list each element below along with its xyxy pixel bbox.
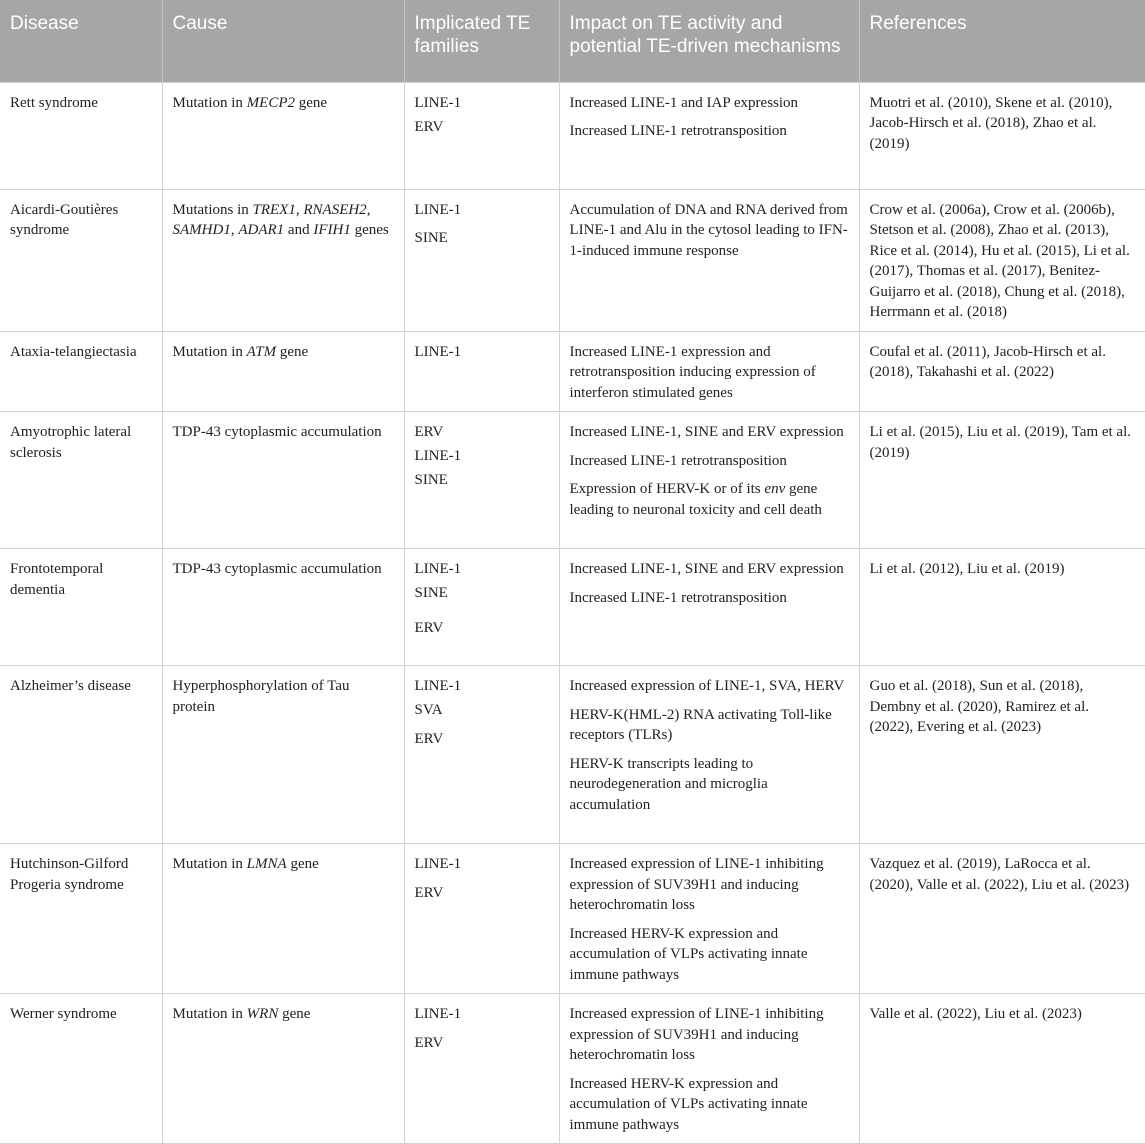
impact-item: Increased HERV-K expression and accumulation of VLPs activating innate immune pathways [569, 1075, 808, 1133]
impact-cell [559, 189, 859, 331]
impact-item: Increased LINE-1 retrotransposition [569, 123, 787, 139]
disease-cell: Alzheimer’s disease [0, 666, 162, 844]
table-row [0, 331, 1145, 412]
te-families-cell [404, 994, 559, 1144]
te-family: LINE-1 [414, 94, 462, 111]
impact-item: Increased expression of LINE-1 inhibiting expression of SUV39H1 and inducing heterochromatin loss [569, 1006, 824, 1063]
table-row [0, 82, 1145, 189]
te-family: LINE-1 [414, 448, 462, 464]
te-family: LINE-1 [414, 678, 462, 694]
header-row [0, 0, 1145, 82]
te-family: LINE-1 [414, 856, 462, 872]
impact-item: Increased LINE-1 and IAP expression [569, 94, 799, 111]
cause-cell: TDP-43 cytoplasmic accumulation [162, 412, 404, 549]
disease-cell: Werner syndrome [0, 994, 162, 1144]
cause-cell: Mutation in MECP2 gene [162, 82, 404, 189]
impact-cell [559, 412, 859, 549]
references-cell: Guo et al. (2018), Sun et al. (2018), Dembny et al. (2020), Ramirez et al. (2022), Evering et al. (2023) [859, 666, 1145, 844]
te-family: SINE [414, 230, 448, 246]
te-families-cell [404, 549, 559, 666]
table-row [0, 844, 1145, 994]
header-te-families: Implicated TE families [404, 0, 559, 82]
impact-cell [559, 331, 859, 412]
cause-cell: Mutations in TREX1, RNASEH2, SAMHD1, ADAR1 and IFIH1 genes [162, 189, 404, 331]
references-cell: Vazquez et al. (2019), LaRocca et al. (2020), Valle et al. (2022), Liu et al. (2023) [859, 844, 1145, 994]
impact-cell [559, 549, 859, 666]
impact-item: Increased LINE-1, SINE and ERV expression [569, 424, 844, 440]
table-row [0, 412, 1145, 549]
impact-item: Increased LINE-1 expression and retrotransposition inducing expression of interferon stimulated genes [569, 343, 816, 401]
te-family: ERV [414, 730, 444, 747]
disease-cell: Amyotrophic lateral sclerosis [0, 412, 162, 549]
te-family: LINE-1 [414, 201, 462, 218]
disease-cell: Ataxia-telangiectasia [0, 331, 162, 412]
impact-item: Increased expression of LINE-1 inhibiting expression of SUV39H1 and inducing heterochromatin loss [569, 856, 824, 913]
disease-cell: Hutchinson-Gilford Progeria syndrome [0, 844, 162, 994]
te-family: ERV [414, 118, 444, 135]
cause-cell: Mutation in ATM gene [162, 331, 404, 412]
table-row [0, 189, 1145, 331]
cause-cell: Hyperphosphorylation of Tau protein [162, 666, 404, 844]
te-family: LINE-1 [414, 343, 462, 360]
te-families-cell [404, 844, 559, 994]
table-row [0, 994, 1145, 1144]
references-cell: Valle et al. (2022), Liu et al. (2023) [859, 994, 1145, 1144]
table-row [0, 666, 1145, 844]
impact-cell [559, 82, 859, 189]
te-families-cell [404, 666, 559, 844]
cause-cell: TDP-43 cytoplasmic accumulation [162, 549, 404, 666]
te-family: SVA [414, 702, 443, 718]
te-family: LINE-1 [414, 561, 462, 577]
cause-cell: Mutation in LMNA gene [162, 844, 404, 994]
header-references: References [859, 0, 1145, 82]
te-family: ERV [414, 1034, 444, 1051]
te-family: SINE [414, 472, 448, 488]
impact-item: Accumulation of DNA and RNA derived from LINE-1 and Alu in the cytosol leading to IFN-1-induced immune response [569, 201, 848, 259]
impact-item: Increased LINE-1 retrotransposition [569, 589, 787, 606]
table-row [0, 549, 1145, 666]
te-families-cell [404, 189, 559, 331]
references-cell: Crow et al. (2006a), Crow et al. (2006b), Stetson et al. (2008), Zhao et al. (2013), Rice et al. (2014), Hu et al. (2015), Li et al. (2017), Thomas et al. (2017), Benitez-Guijarro et al. (2018), Chung et al. (2018), Herrmann et al. (2018) [859, 189, 1145, 331]
impact-cell [559, 844, 859, 994]
impact-item: Increased LINE-1, SINE and ERV expression [569, 561, 844, 577]
header-disease: Disease [0, 0, 162, 82]
te-families-cell [404, 82, 559, 189]
te-families-cell [404, 331, 559, 412]
impact-item: Expression of HERV-K or of its env gene leading to neuronal toxicity and cell death [569, 481, 822, 518]
references-cell: Coufal et al. (2011), Jacob-Hirsch et al. (2018), Takahashi et al. (2022) [859, 331, 1145, 412]
impact-cell [559, 994, 859, 1144]
header-cause: Cause [162, 0, 404, 82]
impact-cell [559, 666, 859, 844]
impact-item: HERV-K transcripts leading to neurodegeneration and microglia accumulation [569, 755, 768, 813]
cause-cell: Mutation in WRN gene [162, 994, 404, 1144]
impact-item: Increased LINE-1 retrotransposition [569, 452, 787, 469]
header-impact: Impact on TE activity and potential TE-driven mechanisms [559, 0, 859, 82]
disease-cell: Rett syndrome [0, 82, 162, 189]
te-family: ERV [414, 424, 444, 440]
te-family: SINE [414, 585, 448, 601]
disease-cell: Frontotemporal dementia [0, 549, 162, 666]
te-family: ERV [414, 619, 444, 636]
references-cell: Li et al. (2012), Liu et al. (2019) [859, 549, 1145, 666]
disease-cell: Aicardi-Goutières syndrome [0, 189, 162, 331]
te-family: ERV [414, 884, 444, 901]
references-cell: Muotri et al. (2010), Skene et al. (2010), Jacob-Hirsch et al. (2018), Zhao et al. (2019) [859, 82, 1145, 189]
impact-item: Increased expression of LINE-1, SVA, HERV [569, 678, 845, 694]
impact-item: HERV-K(HML-2) RNA activating Toll-like receptors (TLRs) [569, 706, 832, 743]
references-cell: Li et al. (2015), Liu et al. (2019), Tam et al. (2019) [859, 412, 1145, 549]
te-family: LINE-1 [414, 1006, 462, 1022]
impact-item: Increased HERV-K expression and accumulation of VLPs activating innate immune pathways [569, 925, 808, 983]
te-families-cell [404, 412, 559, 549]
